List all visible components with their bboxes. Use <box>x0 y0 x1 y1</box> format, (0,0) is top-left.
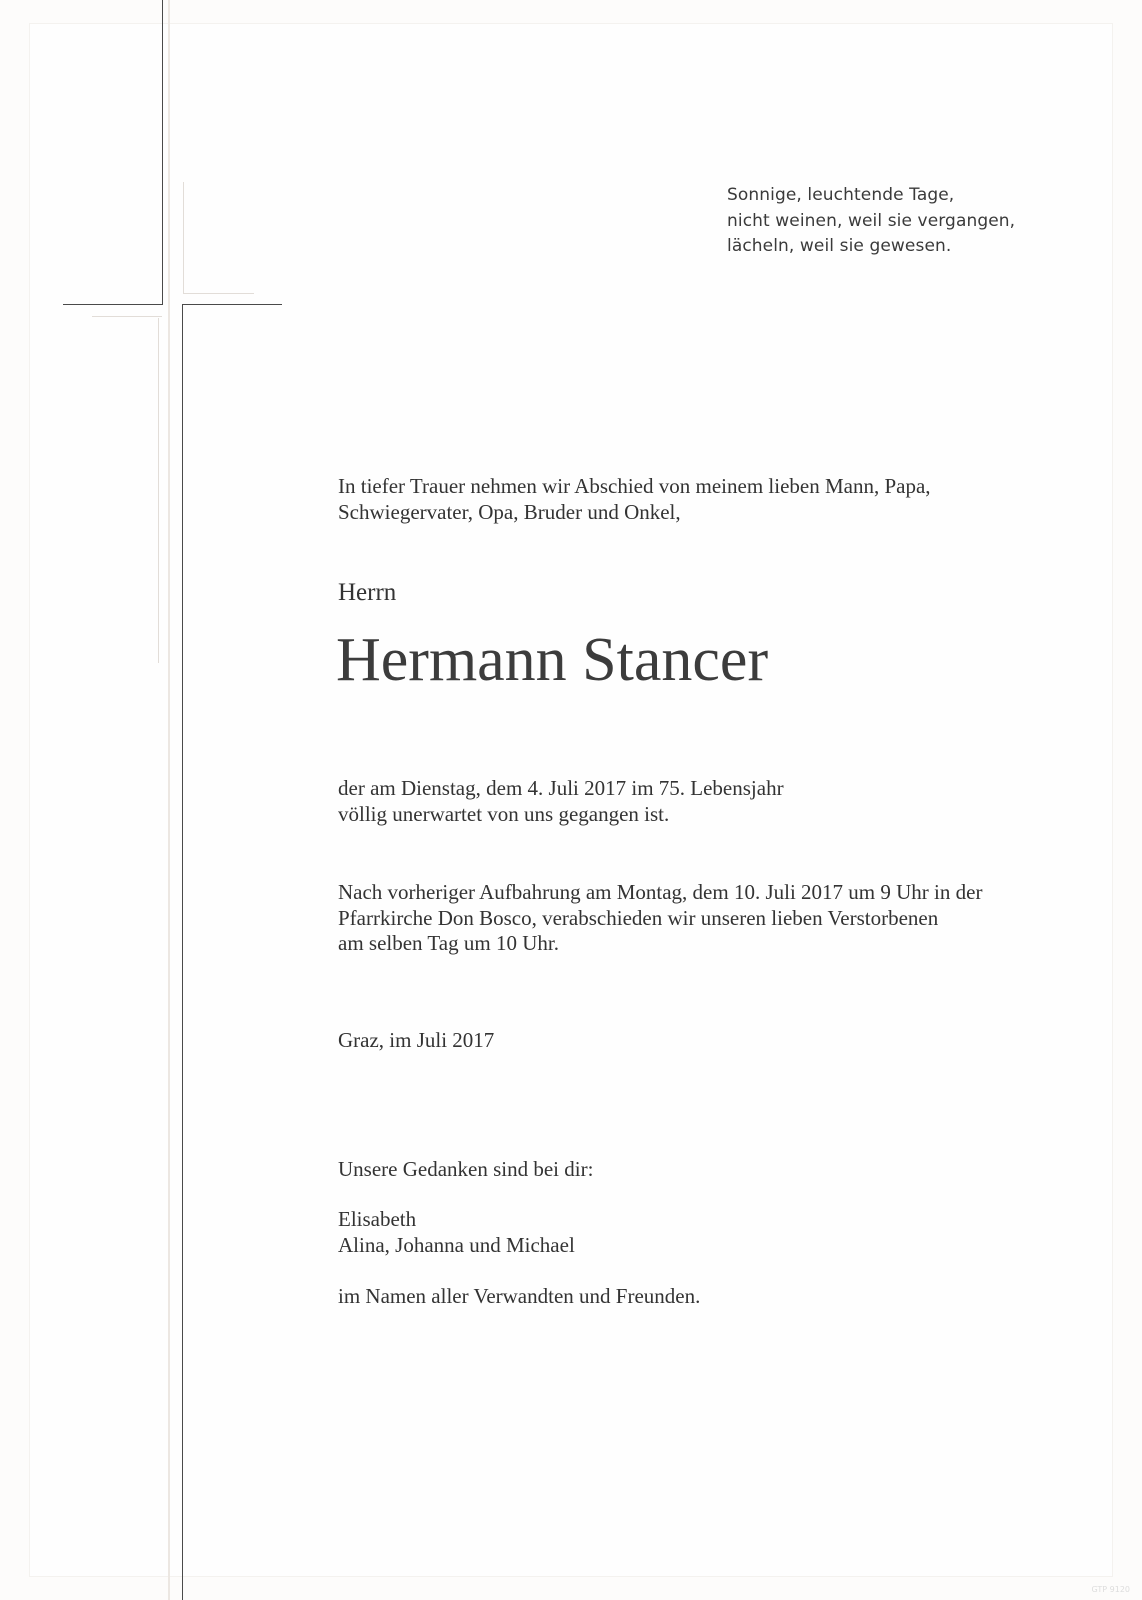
intro-line: In tiefer Trauer nehmen wir Abschied von meinem lieben Mann, Papa, <box>338 474 931 498</box>
cross-vertical-upper <box>162 0 163 305</box>
death-notice <box>338 776 1078 827</box>
ceremony-details <box>338 880 1078 957</box>
cross-light-arm-left <box>92 316 162 317</box>
poem-verse <box>727 183 1087 260</box>
honorific: Herrn <box>338 579 397 606</box>
intro-paragraph <box>338 474 1078 525</box>
cross-light-vertical-right <box>183 182 184 294</box>
place-date: Graz, im Juli 2017 <box>338 1028 495 1052</box>
death-notice-line: völlig unerwartet von uns gegangen ist. <box>338 801 670 826</box>
family-line: Elisabeth <box>338 1207 417 1231</box>
poem-line: lächeln, weil sie gewesen. <box>727 236 952 256</box>
relatives-line: im Namen aller Verwandten und Freunden. <box>338 1284 701 1308</box>
cross-light-vertical-left <box>158 318 159 663</box>
ceremony-line: am selben Tag um 10 Uhr. <box>338 931 559 955</box>
family-line: Alina, Johanna und Michael <box>338 1232 575 1257</box>
deceased-name: Hermann Stancer <box>336 626 769 694</box>
print-watermark: GTP 9120 <box>1091 1585 1130 1594</box>
poem-line: nicht weinen, weil sie vergangen, <box>727 210 1016 231</box>
cross-arm-left <box>63 304 163 305</box>
cross-arm-right <box>182 304 282 305</box>
poem-line: Sonnige, leuchtende Tage, <box>727 185 955 205</box>
family-names <box>338 1207 1078 1258</box>
ceremony-line: Pfarrkirche Don Bosco, verabschieden wir unseren lieben Verstorbenen <box>338 905 939 930</box>
cross-vertical-lower <box>182 305 183 1600</box>
cross-light-arm-right <box>184 293 254 294</box>
cross-shadow-vertical <box>168 0 170 1600</box>
death-notice-line: der am Dienstag, dem 4. Juli 2017 im 75. Lebensjahr <box>338 776 784 800</box>
thoughts-line: Unsere Gedanken sind bei dir: <box>338 1157 594 1181</box>
intro-line: Schwiegervater, Opa, Bruder und Onkel, <box>338 499 681 524</box>
ceremony-line: Nach vorheriger Aufbahrung am Montag, dem 10. Juli 2017 um 9 Uhr in der <box>338 880 983 904</box>
